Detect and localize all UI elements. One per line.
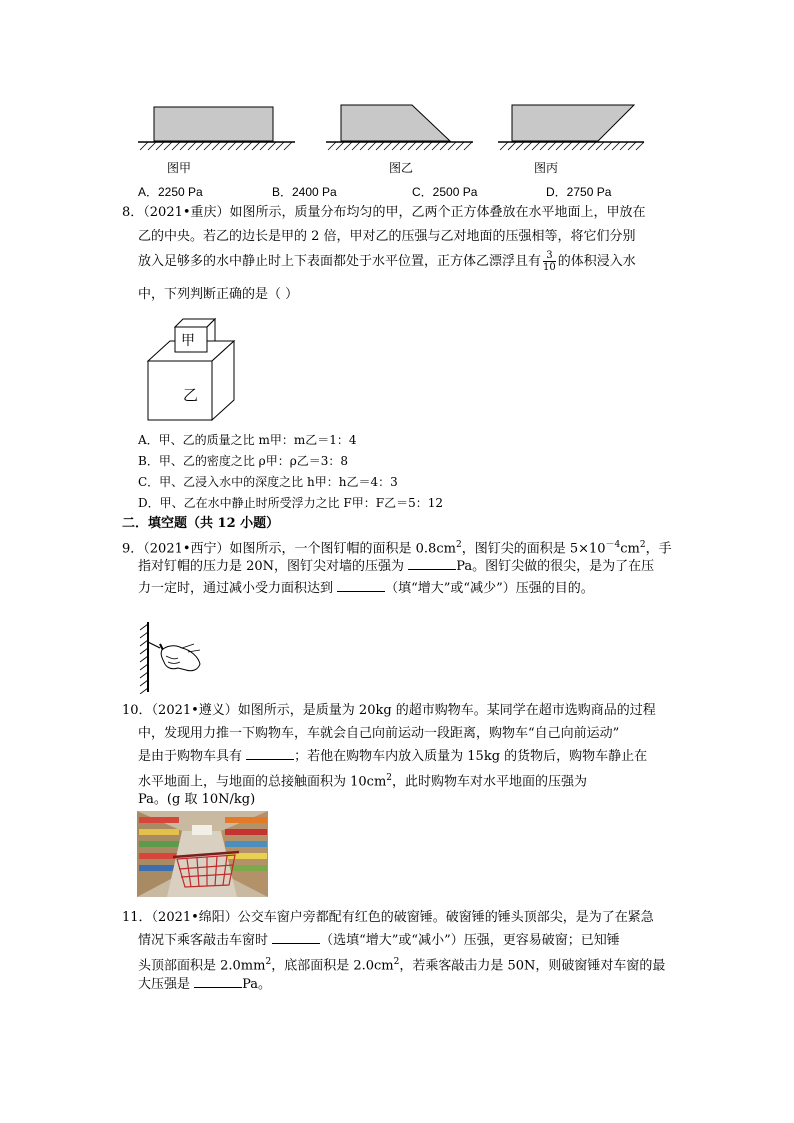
q10-l3a: 是由于购物车具有: [138, 749, 247, 764]
q8-line-2: 乙的中央。若乙的边长是甲的 2 倍，甲对乙的压强与乙对地面的压强相等，将它们分别: [138, 229, 636, 244]
figure-jia: [138, 107, 295, 150]
q8-line-3-tail: 的体积浸入水: [557, 254, 636, 269]
q11-line-2: [138, 932, 620, 949]
q7-option-b: B．2400 Pa: [272, 185, 337, 199]
q11-l2a: 情况下乘客敲击车窗时: [138, 933, 273, 948]
q9-blank-1[interactable]: [408, 558, 456, 570]
q8-line-1: 8．（2021•重庆）如图所示，质量分布均匀的甲，乙两个正方体叠放在水平地面上，甲放在: [122, 205, 646, 220]
q11-line-4: [138, 976, 271, 993]
q8-option-a: A．甲、乙的质量之比 m甲：m乙＝1：4: [138, 433, 357, 447]
q10-sup: 2: [386, 773, 393, 783]
q10-blank-1[interactable]: [246, 748, 294, 760]
cube-label-yi: 乙: [183, 386, 199, 404]
q9-line-1: [122, 537, 672, 557]
q9-sup-2: 2: [639, 540, 646, 550]
q11-line-1: 11．（2021•绵阳）公交车窗户旁都配有红色的破窗锤。破窗锤的锤头顶部尖，是为了在紧急: [122, 910, 654, 925]
q8-fraction: [543, 250, 556, 273]
caption-bing: 图丙: [534, 161, 559, 175]
q8-fraction-num: 3: [543, 250, 556, 262]
q7-option-c: C．2500 Pa: [412, 185, 478, 199]
q11-l3b: ，底部面积是 2.0cm: [271, 958, 394, 974]
q8-line-3-text: 放入足够多的水中静止时上下表面都处于水平位置，正方体乙漂浮且有: [138, 254, 542, 269]
q11-sup-2: 2: [393, 957, 400, 967]
figure-top-row: [130, 98, 650, 158]
q8-line-3: [138, 249, 636, 275]
q11-l2b: （选填“增大”或“减小”）压强，更容易破窗；已知锤: [320, 933, 620, 948]
caption-jia: 图甲: [167, 161, 192, 175]
q10-line-5: Pa。(g 取 10N/kg): [138, 792, 256, 807]
q11-blank-2[interactable]: [194, 976, 242, 988]
q11-blank-1[interactable]: [272, 932, 320, 944]
q10-l4a: 水平地面上，与地面的总接触面积为 10cm: [138, 774, 387, 790]
figure-bing: [498, 105, 644, 150]
q11-sup-1: 2: [265, 957, 272, 967]
q10-l4b: ，此时购物车对水平地面的压强为: [392, 774, 588, 790]
q10-line-3: [138, 748, 647, 765]
q9-l3b: （填“增大”或“减少”）压强的目的。: [385, 581, 594, 596]
q10-line-2: 中，发现用力推一下购物车，车就会自己向前运动一段距离，购物车“自己向前运动”: [138, 726, 620, 741]
q11-l4a: 大压强是: [138, 977, 195, 992]
q11-l3a: 头顶部面积是 2.0mm: [138, 958, 266, 974]
q9-sup-neg4: －4: [605, 540, 621, 550]
q8-option-b: B．甲、乙的密度之比 ρ甲：ρ乙＝3：8: [138, 454, 349, 468]
q9-l1d: ，手: [645, 541, 672, 557]
q8-line-4: 中，下列判断正确的是（ ）: [138, 287, 299, 302]
q9-l1a: 9．（2021•西宁）如图所示，一个图钉帽的面积是 0.8cm: [122, 541, 456, 557]
q8-option-c: C．甲、乙浸入水中的深度之比 h甲：h乙＝4：3: [138, 475, 398, 489]
q9-l1b: ，图钉尖的面积是 5×10: [461, 541, 606, 557]
q10-l3b: ；若他在购物车内放入质量为 15kg 的货物后，购物车静止在: [294, 749, 648, 764]
q9-line-2: [138, 558, 654, 575]
q9-l3a: 力一定时，通过减小受力面积达到: [138, 581, 338, 596]
section-heading: 二．填空题（共 12 小题）: [122, 516, 280, 531]
q11-line-3: [138, 954, 665, 974]
q7-option-d: D．2750 Pa: [546, 185, 612, 199]
q8-option-d: D．甲、乙在水中静止时所受浮力之比 F甲：F乙＝5：12: [138, 496, 443, 510]
q9-line-3: [138, 580, 594, 597]
q9-blank-2[interactable]: [337, 580, 385, 592]
q9-sup-1: 2: [455, 540, 462, 550]
q8-fraction-den: 10: [543, 262, 556, 273]
q9-l2a: 指对钉帽的压力是 20N，图钉尖对墙的压强为: [138, 559, 409, 574]
q10-line-4: [138, 770, 587, 790]
q7-option-a: A．2250 Pa: [138, 185, 203, 199]
figure-thumbtack: [138, 620, 204, 694]
figure-yi: [326, 105, 473, 150]
q11-l3c: ，若乘客敲击力是 50N，则破窗锤对车窗的最: [399, 958, 666, 974]
q10-line-1: 10．（2021•遵义）如图所示，是质量为 20kg 的超市购物车。某同学在超市选购商品的过程: [122, 703, 656, 718]
cube-label-jia: 甲: [181, 333, 195, 349]
q11-l4b: Pa。: [242, 977, 272, 992]
q9-l2b: Pa。图钉尖做的很尖，是为了在压: [456, 559, 655, 574]
q9-l1c: cm: [620, 541, 640, 557]
figure-shopping-cart-photo: [137, 811, 268, 897]
caption-yi: 图乙: [389, 161, 414, 175]
